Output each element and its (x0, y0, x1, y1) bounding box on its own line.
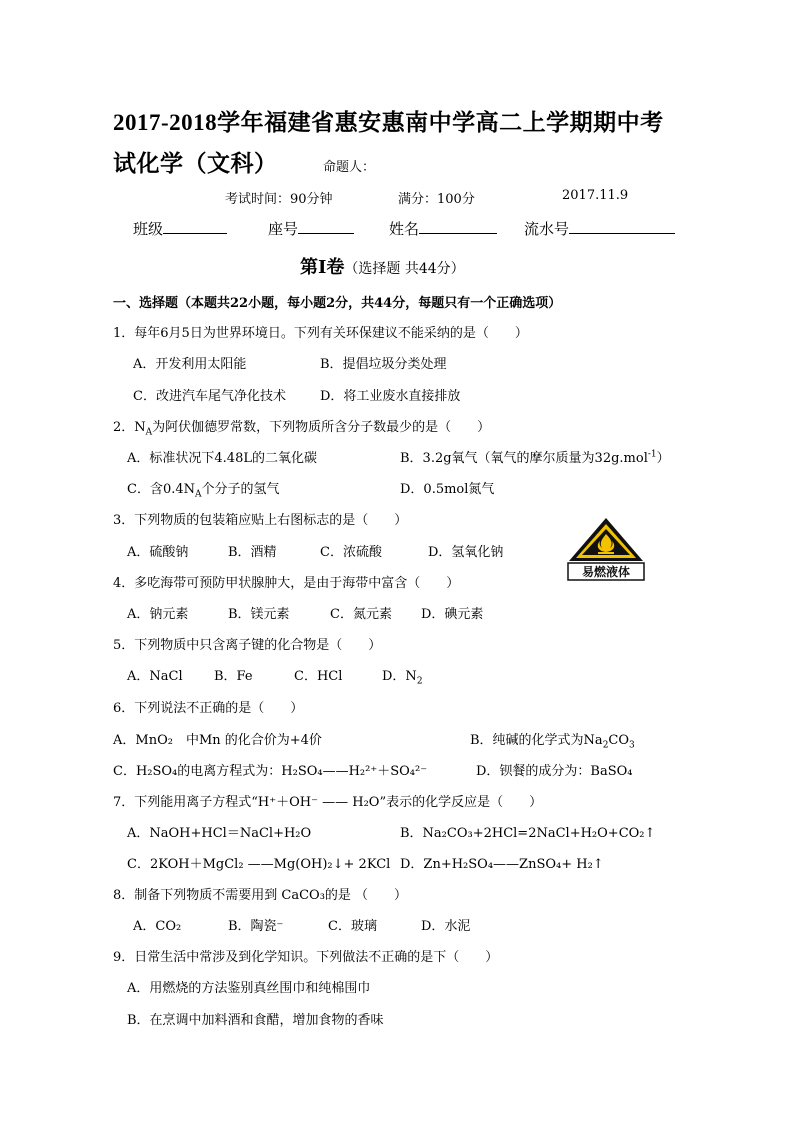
name-blank[interactable] (419, 219, 497, 234)
q9-option-b: B．在烹调中加料酒和食醋，增加食物的香味 (127, 1013, 384, 1028)
q7-option-d: D．Zn+H₂SO₄——ZnSO₄+ H₂↑ (400, 857, 604, 872)
q4-option-c: C．氮元素 (330, 607, 392, 622)
q1-option-a: A．开发利用太阳能 (133, 357, 247, 372)
q2-option-d: D．0.5mol氮气 (400, 482, 495, 497)
exam-title-line2: 试化学（文科） (113, 151, 278, 176)
class-blank[interactable] (163, 219, 227, 234)
seat-field[interactable] (268, 218, 354, 239)
q7-option-c: C．2KOH＋MgCl₂ ——Mg(OH)₂↓+ 2KCl (127, 857, 391, 872)
volume-subtitle: （选择题 共44分） (344, 261, 465, 277)
q5-option-b: B．Fe (214, 669, 253, 684)
q4-option-a: A．钠元素 (127, 607, 189, 622)
q1-stem: 1．每年6月5日为世界环境日。下列有关环保建议不能采纳的是（ ） (113, 326, 528, 341)
volume-heading (300, 253, 465, 279)
q3-stem: 3．下列物质的包装箱应贴上右图标志的是（ ） (113, 513, 408, 528)
class-field[interactable] (133, 218, 227, 239)
q6-option-b: B．纯碱的化学式为$Na_2CO_3$ (470, 733, 635, 751)
q8-option-a: A．CO₂ (133, 919, 182, 934)
sign-label: 易燃液体 (581, 565, 631, 579)
q9-stem: 9．日常生活中常涉及到化学知识。下列做法不正确的是下（ ） (113, 950, 499, 965)
q7-option-b: B．Na₂CO₃+2HCl=2NaCl+H₂O+CO₂↑ (400, 826, 656, 841)
q2-option-c: C．含$0.4N_A$个分子的氢气 (127, 482, 280, 500)
q6-option-a: A．MnO₂ 中Mn 的化合价为+4价 (113, 733, 322, 748)
q7-option-a: A．NaOH+HCl＝NaCl+H₂O (127, 826, 312, 841)
q5-stem: 5．下列物质中只含离子键的化合物是（ ） (113, 638, 382, 653)
q4-option-d: D．碘元素 (421, 607, 484, 622)
serial-blank[interactable] (569, 219, 675, 234)
q1-option-d: D．将工业废水直接排放 (320, 389, 461, 404)
volume-title: 第Ⅰ卷 (300, 257, 345, 278)
q8-stem: 8．制备下列物质不需要用到 CaCO₃的是 （ ） (113, 888, 408, 903)
q4-option-b: B．镁元素 (228, 607, 290, 622)
q1-option-b: B．提倡垃圾分类处理 (320, 357, 447, 372)
author-label: 命题人： (323, 160, 376, 175)
q1-option-c: C．改进汽车尾气净化技术 (133, 389, 286, 404)
q6-option-d: D．钡餐的成分为：BaSO₄ (476, 764, 633, 779)
name-field[interactable] (389, 218, 497, 239)
seat-blank[interactable] (298, 219, 354, 234)
part-heading: 一、选择题（本题共22小题，每小题2分，共44分，每题只有一个正确选项） (113, 296, 562, 311)
q5-option-a: A．NaCl (127, 669, 183, 684)
q3-option-b: B．酒精 (228, 545, 277, 560)
q5-option-c: C．HCl (294, 669, 343, 684)
q8-option-c: C．玻璃 (328, 919, 377, 934)
full-score: 满分：100分 (398, 192, 475, 207)
q3-option-c: C．浓硫酸 (320, 545, 382, 560)
serial-label: 流水号 (524, 220, 570, 238)
q4-stem: 4．多吃海带可预防甲状腺肿大，是由于海带中富含（ ） (113, 576, 460, 591)
serial-field[interactable] (524, 218, 675, 239)
flammable-liquid-sign (567, 517, 645, 581)
q6-option-c: C．H₂SO₄的电离方程式为：H₂SO₄——H₂²⁺＋SO₄²⁻ (113, 764, 428, 779)
q2-option-a: A．标准状况下4.48L的二氧化碳 (127, 451, 317, 466)
q8-option-d: D．水泥 (421, 919, 471, 934)
q7-stem: 7．下列能用离子方程式“H⁺＋OH⁻ —— H₂O”表示的化学反应是（ ） (113, 795, 543, 810)
q2-option-b: B．3.2g氧气（氧气的摩尔质量为32g.mol$^{-1}$） (400, 449, 670, 466)
q5-option-d: D．$N_2$ (382, 669, 423, 687)
flammable-warning-icon (567, 517, 645, 581)
seat-label: 座号 (268, 220, 299, 238)
q3-option-d: D．氢氧化钠 (428, 545, 504, 560)
q3-option-a: A．硫酸钠 (127, 545, 189, 560)
name-label: 姓名 (389, 220, 420, 238)
q8-option-b: B．陶瓷⁻ (228, 919, 284, 934)
class-label: 班级 (133, 220, 164, 238)
q9-option-a: A．用燃烧的方法鉴别真丝围巾和纯棉围巾 (127, 981, 371, 996)
exam-time: 考试时间：90分钟 (225, 192, 333, 207)
exam-title-line1: 2017-2018学年福建省惠安惠南中学高二上学期期中考 (113, 110, 664, 135)
exam-date: 2017.11.9 (562, 188, 629, 203)
q2-stem: 2．$N_A$为阿伏伽德罗常数，下列物质所含分子数最少的是（ ） (113, 420, 491, 438)
q6-stem: 6．下列说法不正确的是（ ） (113, 701, 304, 716)
